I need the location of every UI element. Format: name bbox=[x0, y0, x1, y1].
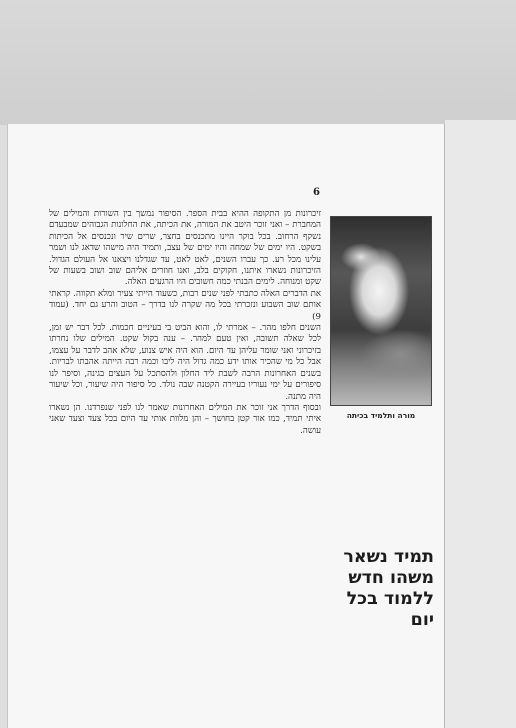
paragraph: השנים חלפו מהר. – אמרתי לו, והוא הביט בי בעיניים חכמות. לכל דבר יש זמן, לכל שאלה תשובה, ואין טעם למהר. – ענה בקול שקט. המילים שלו נחרתו בזיכרוני ואני שומר עליהן עד היום. הוא היה איש צנוע, שלא אהב לדבר על עצמו, אבל כל מי שהכיר אותו ידע כמה גדול היה ליבו וכמה רבה הייתה אהבתו לבריות. בשנים האחרונות הרבה לשבת ליד החלון ולהסתכל על העצים בגינה, וסיפר לנו סיפורים על ימי נעוריו בעיירה הקטנה שבה נולד. כל סיפור היה שיעור, וכל שיעור היה מתנה. bbox=[49, 323, 321, 402]
left-page-edge bbox=[0, 125, 7, 728]
paragraph: ובסוף הדרך אני זוכר את המילים האחרונות שאמר לנו לפני שנפרדנו. הן נשארו איתי תמיד, כמו אור קטן בחושך – והן מלוות אותי עד היום בכל צעד וצעד שאני עושה. bbox=[49, 402, 321, 436]
top-background bbox=[0, 0, 516, 125]
photo-caption: מורה ותלמיד בכיתה bbox=[346, 411, 416, 420]
paragraph: זיכרונות מן התקופה ההיא בבית הספר. הסיפור נמשך בין השורות והמילים של המחברת – ואני זוכר היטב את המורה, את הכיתה, את החלונות הגבוהים שמבעדם נשקף הרחוב. בכל בוקר היינו מתכנסים בחצר, שרים שיר ונכנסים אל הכיתות בשקט. היו ימים של שמחה והיו ימים של עצב, ותמיד היה מישהו שדאג לנו ושמר עלינו מכל רע. כך עברו השנים, לאט לאט, עד שגדלנו ויצאנו אל העולם הגדול. הזיכרונות נשארו איתנו, חקוקים בלב, ואנו חוזרים אליהם שוב ושוב בשעות של שקט ומנוחה. לימים הבנתי כמה חשובים היו הרגעים האלה. bbox=[49, 209, 321, 288]
book-page bbox=[7, 124, 445, 728]
pull-quote-line: ללמוד בכל bbox=[346, 589, 434, 609]
right-background bbox=[445, 120, 516, 728]
photo bbox=[330, 216, 432, 406]
pull-quote-line: משהו חדש bbox=[348, 568, 434, 588]
page-number: 6 bbox=[313, 187, 320, 198]
pull-quote bbox=[326, 547, 434, 631]
paragraph: את הדברים האלה כתבתי לפני שנים רבות, כשעוד הייתי צעיר ומלא תקווה. קראתי אותם שוב השבוע ונזכרתי בכל מה שקרה לנו בדרך – הטוב והרע גם יחד. (עמוד 9) bbox=[49, 288, 321, 322]
body-text bbox=[49, 209, 321, 437]
pull-quote-line: תמיד נשאר bbox=[343, 547, 434, 567]
pull-quote-line: יום bbox=[410, 610, 434, 630]
